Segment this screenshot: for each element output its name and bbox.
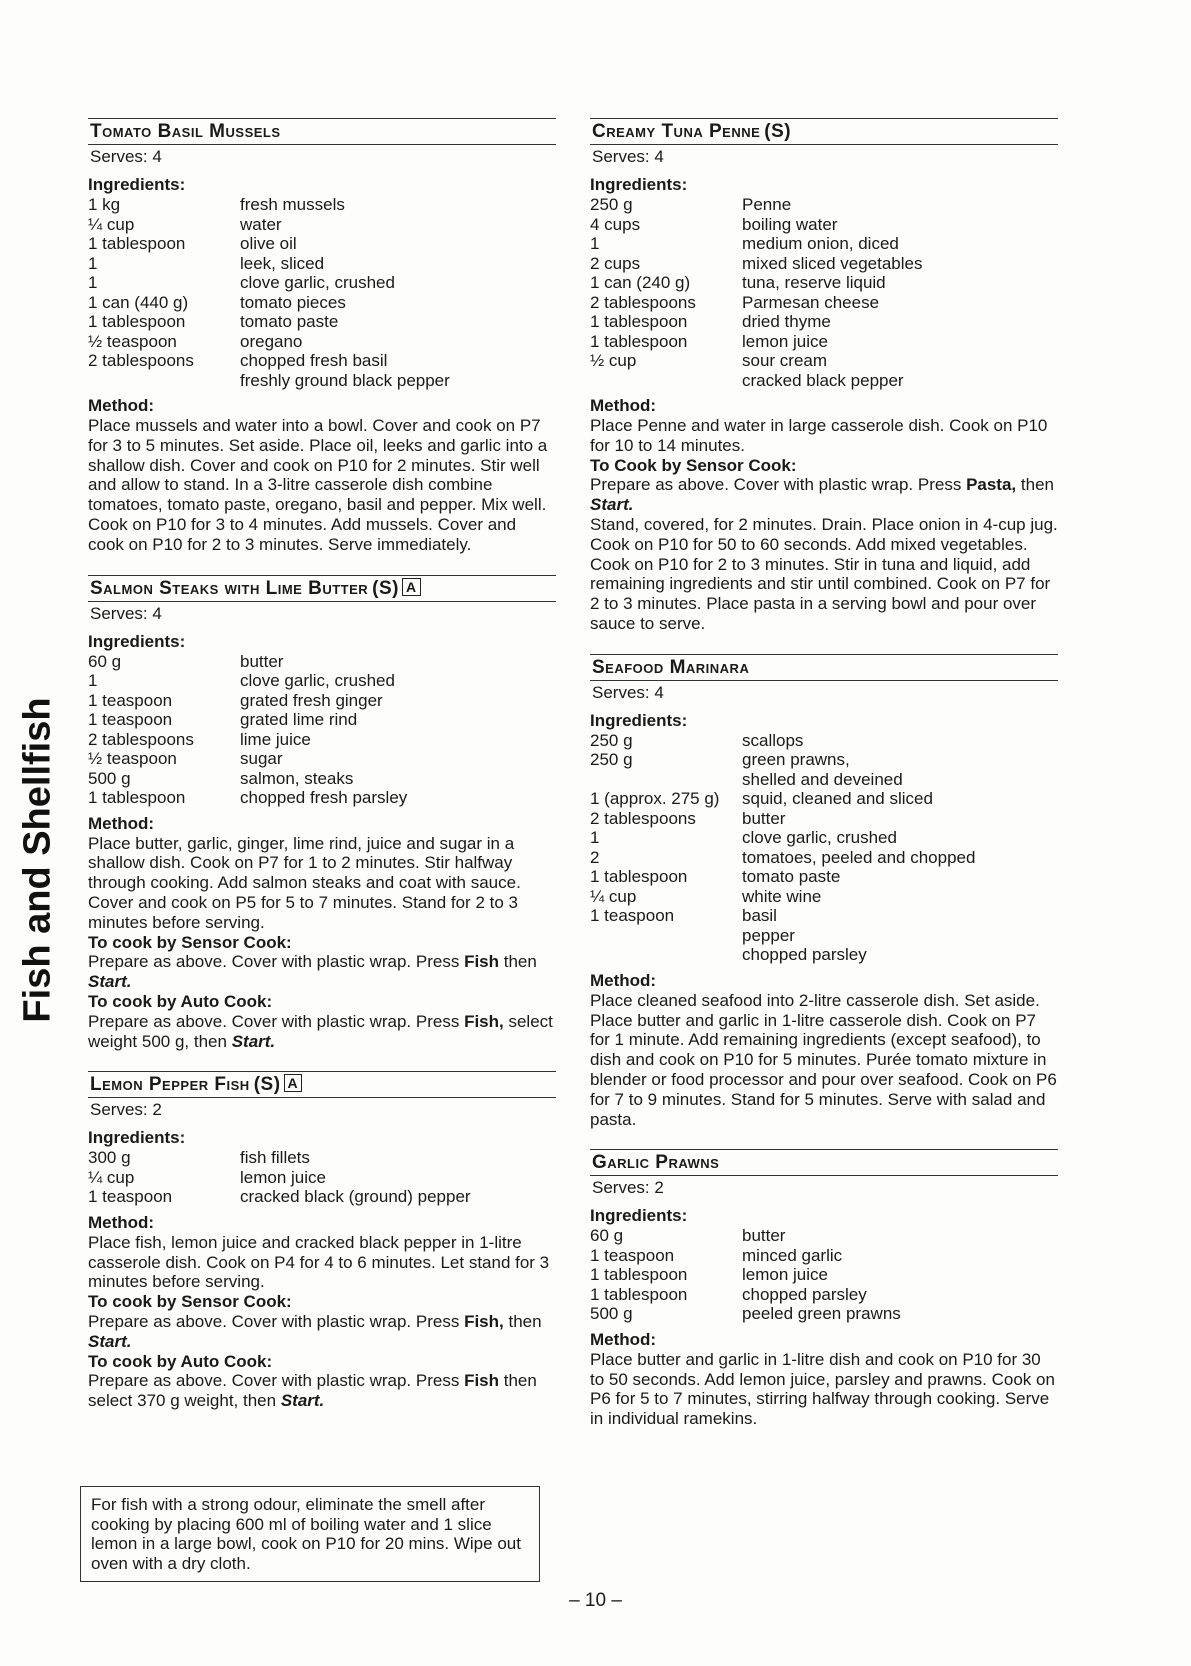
start-key: Start. (88, 1331, 132, 1351)
ingredient-quantity: ½ teaspoon (88, 749, 177, 769)
ingredient-row (88, 710, 556, 730)
ingredient-row (590, 1265, 1058, 1285)
ingredient-quantity: 1 kg (88, 195, 121, 214)
recipe-lemon-pepper-fish (88, 1071, 556, 1411)
ingredient-row (590, 273, 1058, 293)
ingredient-quantity: 1 tablespoon (590, 312, 688, 331)
sensor-cook-text-2: then (1020, 475, 1054, 495)
ingredient-row (88, 351, 556, 371)
ingredient-name: fish fillets (240, 1148, 310, 1168)
ingredient-row (88, 1148, 556, 1168)
ingredient-name: Penne (742, 195, 792, 214)
ingredient-quantity: 1 tablespoon (590, 1265, 688, 1285)
ingredient-row (88, 332, 556, 352)
ingredient-quantity: 1 (88, 273, 98, 292)
odour-tip-box: For fish with a strong odour, eliminate the smell after cooking by placing 600 ml of boiling water and 1 slice lemon in a large bowl, cook on P10 for 20 mins. Wipe out oven with a dry cloth. (80, 1486, 540, 1582)
ingredient-quantity: 2 tablespoons (88, 351, 194, 370)
ingredients-heading: Ingredients: (88, 175, 186, 194)
recipe-tomato-basil-mussels (88, 118, 556, 555)
ingredient-name: chopped parsley (742, 1284, 867, 1304)
ingredient-quantity: 1 (88, 253, 98, 273)
recipe-garlic-prawns (590, 1149, 1058, 1429)
ingredient-quantity: 1 teaspoon (88, 690, 173, 710)
ingredient-list (88, 1148, 556, 1207)
ingredient-row (590, 312, 1058, 332)
method-heading: Method: (590, 970, 657, 990)
auto-cook-badge: A (402, 578, 421, 596)
start-key: Start. (280, 1391, 325, 1411)
method-heading: Method: (590, 396, 657, 415)
ingredient-row (88, 371, 556, 391)
start-key: Start. (590, 495, 634, 515)
ingredient-name: fresh mussels (240, 195, 345, 214)
recipe-title (590, 1149, 1058, 1176)
ingredient-name: dried thyme (742, 312, 831, 331)
ingredient-name: chopped parsley (742, 945, 867, 965)
recipe-title-text: Garlic Prawns (592, 1152, 720, 1174)
ingredient-name: leek, sliced (240, 253, 325, 273)
ingredients-heading: Ingredients: (88, 1128, 186, 1148)
ingredient-name: tomatoes, peeled and chopped (742, 847, 976, 867)
ingredient-name: salmon, steaks (240, 768, 354, 788)
start-key: Start. (231, 1031, 276, 1051)
sensor-badge: (S) (372, 577, 399, 599)
recipe-title-text: Lemon Pepper Fish (90, 1074, 250, 1096)
ingredient-quantity: 2 tablespoons (88, 729, 194, 749)
sensor-cook-heading: To cook by Sensor Cook: (88, 932, 292, 952)
ingredients-heading: Ingredients: (590, 1206, 688, 1226)
ingredients-heading: Ingredients: (88, 631, 186, 651)
ingredient-name: cracked black pepper (742, 370, 904, 390)
method-text: Place butter and garlic in 1-litre dish and cook on P10 for 30 to 50 seconds. Add lemon juice, parsley and prawns. Cook on P6 for 5 to 7 minutes, stirring halfway through cooking. Serve in individual ramekins. (590, 1349, 1055, 1429)
serves: Serves: 4 (592, 147, 664, 166)
ingredient-quantity: 250 g (590, 195, 633, 214)
ingredient-row (590, 1226, 1058, 1246)
ingredient-row (590, 731, 1058, 751)
ingredient-row (590, 867, 1058, 887)
ingredient-name: squid, cleaned and sliced (742, 789, 933, 809)
ingredient-row (88, 234, 556, 254)
ingredient-name: clove garlic, crushed (742, 828, 897, 848)
ingredient-name: scallops (742, 730, 804, 750)
ingredient-row (590, 254, 1058, 274)
ingredient-list (88, 652, 556, 808)
auto-cook-block (88, 992, 556, 1051)
ingredient-name: cracked black (ground) pepper (240, 1187, 471, 1207)
auto-cook-heading: To cook by Auto Cook: (88, 1351, 273, 1371)
right-column (590, 118, 1058, 1449)
ingredient-quantity: 1 (approx. 275 g) (590, 789, 720, 809)
ingredient-row (590, 293, 1058, 313)
ingredient-quantity: 1 teaspoon (590, 906, 675, 926)
ingredient-name: chopped fresh parsley (240, 788, 408, 808)
ingredient-name: clove garlic, crushed (240, 273, 395, 292)
start-key: Start. (88, 972, 132, 992)
ingredient-row (88, 749, 556, 769)
section-tab-label: Fish and Shellfish (16, 697, 59, 1023)
ingredient-quantity: 1 tablespoon (88, 234, 186, 253)
ingredient-name: grated lime rind (240, 710, 358, 730)
ingredient-quantity: 1 can (440 g) (88, 292, 189, 312)
method-heading: Method: (590, 1329, 657, 1349)
ingredient-name: tuna, reserve liquid (742, 273, 886, 292)
ingredient-quantity: ¼ cup (590, 886, 637, 906)
sensor-cook-key: Fish, (464, 1312, 504, 1332)
ingredients-heading: Ingredients: (590, 175, 688, 194)
ingredient-row (88, 788, 556, 808)
ingredient-row (590, 926, 1058, 946)
recipe-salmon-steaks (88, 575, 556, 1052)
sensor-cook-text: Prepare as above. Cover with plastic wrap. Press (88, 1312, 460, 1332)
sensor-cook-heading: To Cook by Sensor Cook: (590, 455, 797, 475)
ingredient-row (590, 828, 1058, 848)
ingredient-row (590, 234, 1058, 254)
method-heading: Method: (88, 1212, 155, 1232)
ingredient-name: Parmesan cheese (742, 292, 880, 312)
ingredient-row (88, 652, 556, 672)
method-text: Place mussels and water into a bowl. Cover and cook on P7 for 3 to 5 minutes. Set aside. Place oil, leeks and garlic into a shallow dish. Cover and cook on P10 for 2 minutes. Stir well and allow to stand. In a 3-litre casserole dish combine tomatoes, tomato paste, oregano, basil and pepper. Mix well. Cook on P10 for 3 to 4 minutes. Add mussels. Cover and cook on P10 for 2 to 3 minutes. Serve immediately. (88, 416, 548, 554)
auto-cook-block (88, 1352, 556, 1411)
auto-cook-badge: A (284, 1074, 303, 1092)
ingredient-row (590, 945, 1058, 965)
ingredient-name: chopped fresh basil (240, 351, 388, 370)
ingredient-row (590, 1246, 1058, 1266)
recipe-title-text: Tomato Basil Mussels (90, 121, 281, 142)
ingredient-quantity: 300 g (88, 1148, 131, 1168)
ingredient-quantity: 60 g (590, 1226, 624, 1246)
ingredient-quantity: 1 tablespoon (88, 312, 186, 331)
page-number: – 10 – (569, 1590, 622, 1611)
ingredient-name: green prawns, (742, 750, 850, 770)
ingredient-row (590, 789, 1058, 809)
ingredient-row (88, 671, 556, 691)
ingredient-name: pepper (742, 925, 795, 945)
serves: Serves: 4 (592, 682, 664, 702)
ingredient-row (590, 1285, 1058, 1305)
method-text: Place cleaned seafood into 2-litre casserole dish. Set aside. Place butter and garlic in 1-litre casserole dish. Cook on P7 for 1 minute. Add remaining ingredients (except seafood), to dish and cook on P10 for 5 minutes. Purée tomato mixture in blender or food processor and pour over seafood. Cook on P6 for 7 to 9 minutes. Stand for 5 minutes. Serve with salad and pasta. (590, 990, 1057, 1129)
ingredient-name: mixed sliced vegetables (742, 253, 923, 273)
ingredient-name: lime juice (240, 729, 311, 749)
ingredient-row (88, 769, 556, 789)
ingredient-quantity: 2 (590, 847, 600, 867)
ingredient-row (590, 332, 1058, 352)
ingredient-name: sugar (240, 749, 283, 769)
ingredient-quantity: 2 tablespoons (590, 292, 696, 312)
ingredient-row (88, 1168, 556, 1188)
ingredient-name: clove garlic, crushed (240, 671, 395, 691)
recipe-seafood-marinara (590, 654, 1058, 1130)
ingredient-row (88, 312, 556, 332)
ingredient-quantity: 250 g (590, 750, 633, 770)
method-text: Place Penne and water in large casserole dish. Cook on P10 for 10 to 14 minutes. (590, 416, 1048, 455)
auto-cook-key: Fish (464, 1371, 500, 1391)
ingredient-name: butter (742, 1226, 786, 1246)
ingredient-quantity: 500 g (88, 768, 131, 788)
ingredient-quantity: 1 teaspoon (590, 1245, 675, 1265)
ingredient-name: sour cream (742, 351, 828, 370)
method-text: Place butter, garlic, ginger, lime rind, juice and sugar in a shallow dish. Cook on P7 for 1 to 2 minutes. Stir halfway through cooking. Add salmon steaks and coat with sauce. Cover and cook on P5 for 5 to 7 minutes. Stand for 2 to 3 minutes before serving. (88, 833, 521, 932)
ingredient-row (590, 887, 1058, 907)
ingredient-row (590, 848, 1058, 868)
ingredient-name: minced garlic (742, 1245, 843, 1265)
sensor-cook-block (590, 456, 1058, 515)
ingredient-row (590, 809, 1058, 829)
serves: Serves: 2 (592, 1178, 664, 1198)
sensor-cook-key: Pasta, (966, 475, 1017, 495)
ingredient-name: boiling water (742, 214, 838, 234)
sensor-cook-text-2: then (508, 1312, 542, 1332)
method-text-continued: Stand, covered, for 2 minutes. Drain. Place onion in 4-cup jug. Cook on P10 for 50 to 60 seconds. Add mixed vegetables. Cook on P10 for 2 to 3 minutes. Stir in tuna and liquid, add remaining ingredients and stir until combined. Cook on P7 for 2 to 3 minutes. Place pasta in a serving bowl and pour over sauce to serve. (590, 514, 1058, 633)
sensor-cook-block (88, 933, 556, 992)
sensor-cook-text-2: then (503, 952, 537, 972)
recipe-title (590, 654, 1058, 681)
ingredient-quantity: ½ cup (590, 351, 637, 370)
ingredient-list (88, 195, 556, 390)
auto-cook-text: Prepare as above. Cover with plastic wrap. Press (88, 1011, 460, 1031)
ingredient-quantity: 1 tablespoon (590, 1284, 688, 1304)
ingredient-quantity: 250 g (590, 730, 633, 750)
ingredient-row (88, 293, 556, 313)
ingredient-row (590, 195, 1058, 215)
ingredient-name: freshly ground black pepper (240, 370, 450, 390)
ingredient-row (88, 730, 556, 750)
auto-cook-text-2: then select 370 g weight, then (88, 1371, 537, 1411)
recipe-title (88, 118, 556, 145)
ingredient-name: peeled green prawns (742, 1304, 901, 1324)
recipe-title-text: Creamy Tuna Penne (592, 121, 761, 142)
sensor-cook-heading: To cook by Sensor Cook: (88, 1292, 292, 1312)
auto-cook-key: Fish, (464, 1011, 504, 1031)
ingredient-row (590, 371, 1058, 391)
serves: Serves: 4 (90, 147, 162, 166)
ingredient-quantity: 60 g (88, 651, 122, 671)
ingredient-name: butter (742, 808, 786, 828)
ingredient-name: lemon juice (240, 1167, 326, 1187)
method-heading: Method: (88, 396, 155, 415)
ingredient-quantity (590, 926, 742, 946)
ingredient-row (88, 691, 556, 711)
ingredient-name: white wine (742, 886, 822, 906)
ingredient-name: lemon juice (742, 1265, 828, 1285)
ingredient-quantity: 2 tablespoons (590, 808, 696, 828)
ingredient-quantity: 500 g (590, 1304, 633, 1324)
ingredient-name: butter (240, 651, 284, 671)
ingredient-quantity: 1 (590, 828, 600, 848)
sensor-cook-block (88, 1292, 556, 1351)
recipe-title (88, 1071, 556, 1098)
ingredient-name: oregano (240, 331, 303, 351)
ingredient-quantity: ¼ cup (88, 1167, 135, 1187)
left-column (88, 118, 556, 1431)
auto-cook-heading: To cook by Auto Cook: (88, 991, 273, 1011)
recipe-title (88, 575, 556, 602)
ingredient-name: grated fresh ginger (240, 690, 383, 710)
method-text: Place fish, lemon juice and cracked black pepper in 1-litre casserole dish. Cook on P4 for 4 to 6 minutes. Let stand for 3 minutes before serving. (88, 1232, 550, 1292)
ingredient-quantity (88, 371, 240, 391)
ingredient-row (590, 1304, 1058, 1324)
ingredient-row (590, 906, 1058, 926)
ingredient-row (590, 750, 1058, 770)
ingredient-quantity: 1 (88, 671, 98, 691)
ingredient-quantity: ½ teaspoon (88, 331, 177, 351)
ingredient-row (88, 1187, 556, 1207)
ingredient-quantity: 1 teaspoon (88, 1187, 173, 1207)
ingredient-quantity: 1 can (240 g) (590, 273, 691, 292)
ingredient-row (88, 254, 556, 274)
ingredient-row (88, 215, 556, 235)
ingredient-name: tomato paste (742, 867, 841, 887)
ingredient-quantity (590, 945, 742, 965)
ingredient-quantity: 1 tablespoon (88, 788, 186, 808)
ingredient-row (590, 215, 1058, 235)
sensor-badge: (S) (764, 121, 792, 142)
ingredient-quantity: 1 tablespoon (590, 331, 688, 351)
ingredient-row (88, 195, 556, 215)
sensor-cook-text: Prepare as above. Cover with plastic wrap. Press (590, 475, 962, 495)
ingredient-list (590, 731, 1058, 965)
section-tab (18, 680, 58, 1040)
auto-cook-text: Prepare as above. Cover with plastic wrap. Press (88, 1371, 460, 1391)
ingredient-quantity: ¼ cup (88, 214, 135, 234)
ingredients-heading: Ingredients: (590, 710, 688, 730)
serves: Serves: 2 (90, 1100, 162, 1120)
ingredient-row (590, 770, 1058, 790)
ingredient-list (590, 195, 1058, 390)
ingredient-row (88, 273, 556, 293)
ingredient-name: shelled and deveined (742, 769, 903, 789)
ingredient-list (590, 1226, 1058, 1324)
recipe-title-text: Salmon Steaks with Lime Butter (90, 577, 369, 599)
recipe-title (590, 118, 1058, 145)
ingredient-quantity (590, 770, 742, 790)
recipe-creamy-tuna-penne (590, 118, 1058, 634)
sensor-badge: (S) (253, 1074, 281, 1096)
ingredient-name: lemon juice (742, 331, 828, 351)
sensor-cook-key: Fish (464, 952, 500, 972)
ingredient-quantity: 1 (590, 234, 600, 253)
ingredient-quantity: 1 teaspoon (88, 710, 173, 730)
recipe-title-text: Seafood Marinara (592, 656, 750, 678)
method-heading: Method: (88, 813, 155, 833)
ingredient-name: tomato pieces (240, 292, 346, 312)
ingredient-name: water (240, 214, 282, 234)
auto-cook-text-2: select weight 500 g, then (88, 1011, 553, 1051)
serves: Serves: 4 (90, 603, 162, 623)
ingredient-row (590, 351, 1058, 371)
sensor-cook-text: Prepare as above. Cover with plastic wrap. Press (88, 952, 460, 972)
ingredient-quantity (590, 371, 742, 391)
ingredient-name: basil (742, 906, 777, 926)
ingredient-name: olive oil (240, 234, 297, 253)
ingredient-name: tomato paste (240, 312, 339, 331)
ingredient-quantity: 4 cups (590, 214, 641, 234)
ingredient-name: medium onion, diced (742, 234, 899, 253)
ingredient-quantity: 1 tablespoon (590, 867, 688, 887)
ingredient-quantity: 2 cups (590, 253, 641, 273)
